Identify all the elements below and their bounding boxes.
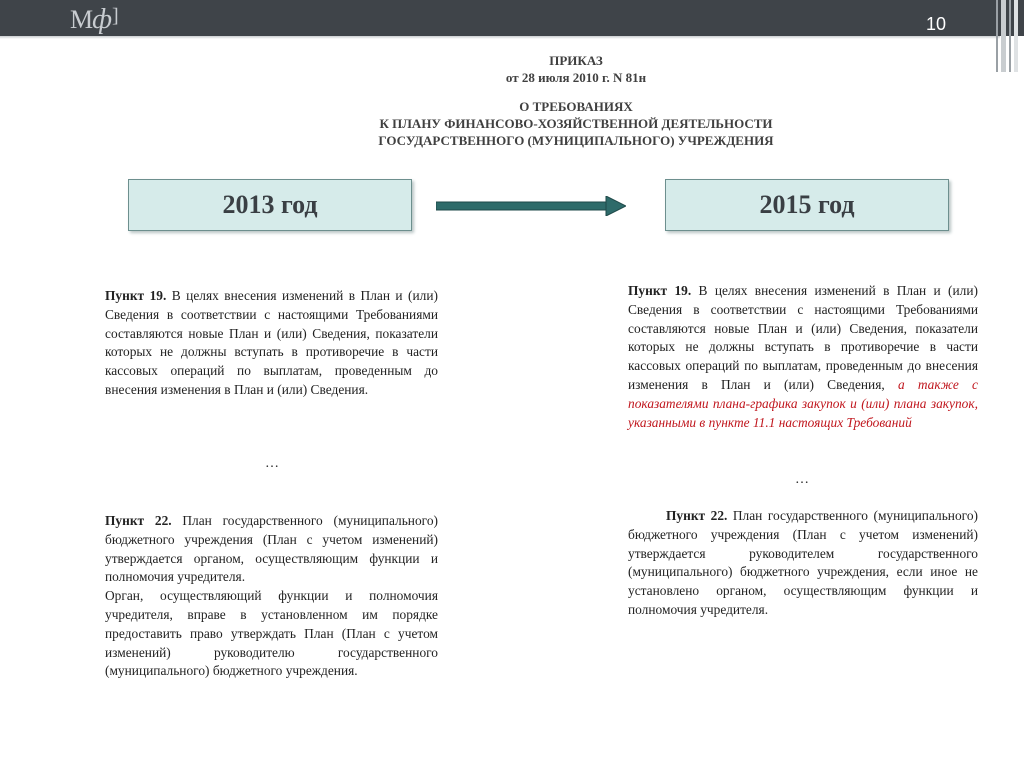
top-bar-shadow (0, 36, 1000, 39)
left-clause-19-text: В целях внесения изменений в План и (или) Сведения в соответствии с настоящими Требованиями составляются новые План и (или) Сведения, показатели которых не должны вступать в противоречие в части кассовых операций по выплатам, проведенным до внесения изменения в План и (или) Сведения. (105, 288, 438, 397)
left-clause-22 (105, 512, 438, 681)
left-ellipsis: … (265, 456, 279, 471)
right-clause-19-added-text: а также с показателями плана-графика закупок и (или) плана закупок, указанными в пункте 11.1 настоящих Требований (628, 376, 978, 430)
left-clause-19-label: Пункт 19. (105, 288, 167, 303)
right-ellipsis: … (795, 472, 809, 487)
page-number: 10 (926, 14, 947, 34)
year-label-left: 2013 год (222, 190, 318, 219)
logo-letter: М (70, 5, 93, 34)
logo-bracket: ] (112, 5, 118, 27)
order-date: от 28 июля 2010 г. N 81н (505, 70, 647, 85)
right-clause-19-text: В целях внесения изменений в План и (или) Сведения в соответствии с настоящими Требованиями составляются новые План и (или) Сведения, показатели которых не должны вступать в противоречие в части кассовых операций по выплатам, проведенным до внесения изменения в План и (или) Сведения, (628, 283, 978, 392)
right-clause-22-label: Пункт 22. (666, 508, 728, 523)
year-box-2013 (128, 179, 412, 231)
left-clause-22-label: Пункт 22. (105, 513, 172, 528)
order-title: ПРИКАЗ (549, 53, 603, 68)
top-bar (0, 0, 1024, 36)
left-clause-22-text: План государственного (муниципального) бюджетного учреждения (План с учетом изменений) утверждается органом, осуществляющим функции и полномочия учредителя. (105, 513, 438, 585)
order-heading-3: ГОСУДАРСТВЕННОГО (МУНИЦИПАЛЬНОГО) УЧРЕЖДЕНИЯ (378, 133, 774, 148)
document-header (200, 52, 952, 149)
left-clause-22-text-2: Орган, осуществляющий функции и полномочия учредителя, вправе в установленном им порядке предоставить право утверждать План (План с учетом изменений) руководителю государственного (муниципального) бюджетного учреждения. (105, 588, 438, 679)
right-clause-22-text: План государственного (муниципального) бюджетного учреждения (План с учетом изменений) утверждается руководителем государственного (муниципального) бюджетного учреждения, если иное не установлено органом, осуществляющим функции и полномочия учредителя. (628, 508, 978, 617)
right-clause-22 (628, 507, 978, 620)
ministry-logo (70, 4, 118, 34)
logo-phi: ф (92, 4, 112, 35)
order-heading-2: К ПЛАНУ ФИНАНСОВО-ХОЗЯЙСТВЕННОЙ ДЕЯТЕЛЬНОСТИ (379, 116, 773, 131)
year-label-right: 2015 год (759, 190, 855, 219)
right-clause-19 (628, 282, 978, 432)
order-heading-1: О ТРЕБОВАНИЯХ (519, 99, 633, 114)
decorative-stripes (994, 0, 1024, 72)
year-box-2015 (665, 179, 949, 231)
left-clause-19 (105, 287, 438, 400)
transition-arrow-icon (436, 196, 626, 216)
right-clause-19-label: Пункт 19. (628, 283, 692, 298)
